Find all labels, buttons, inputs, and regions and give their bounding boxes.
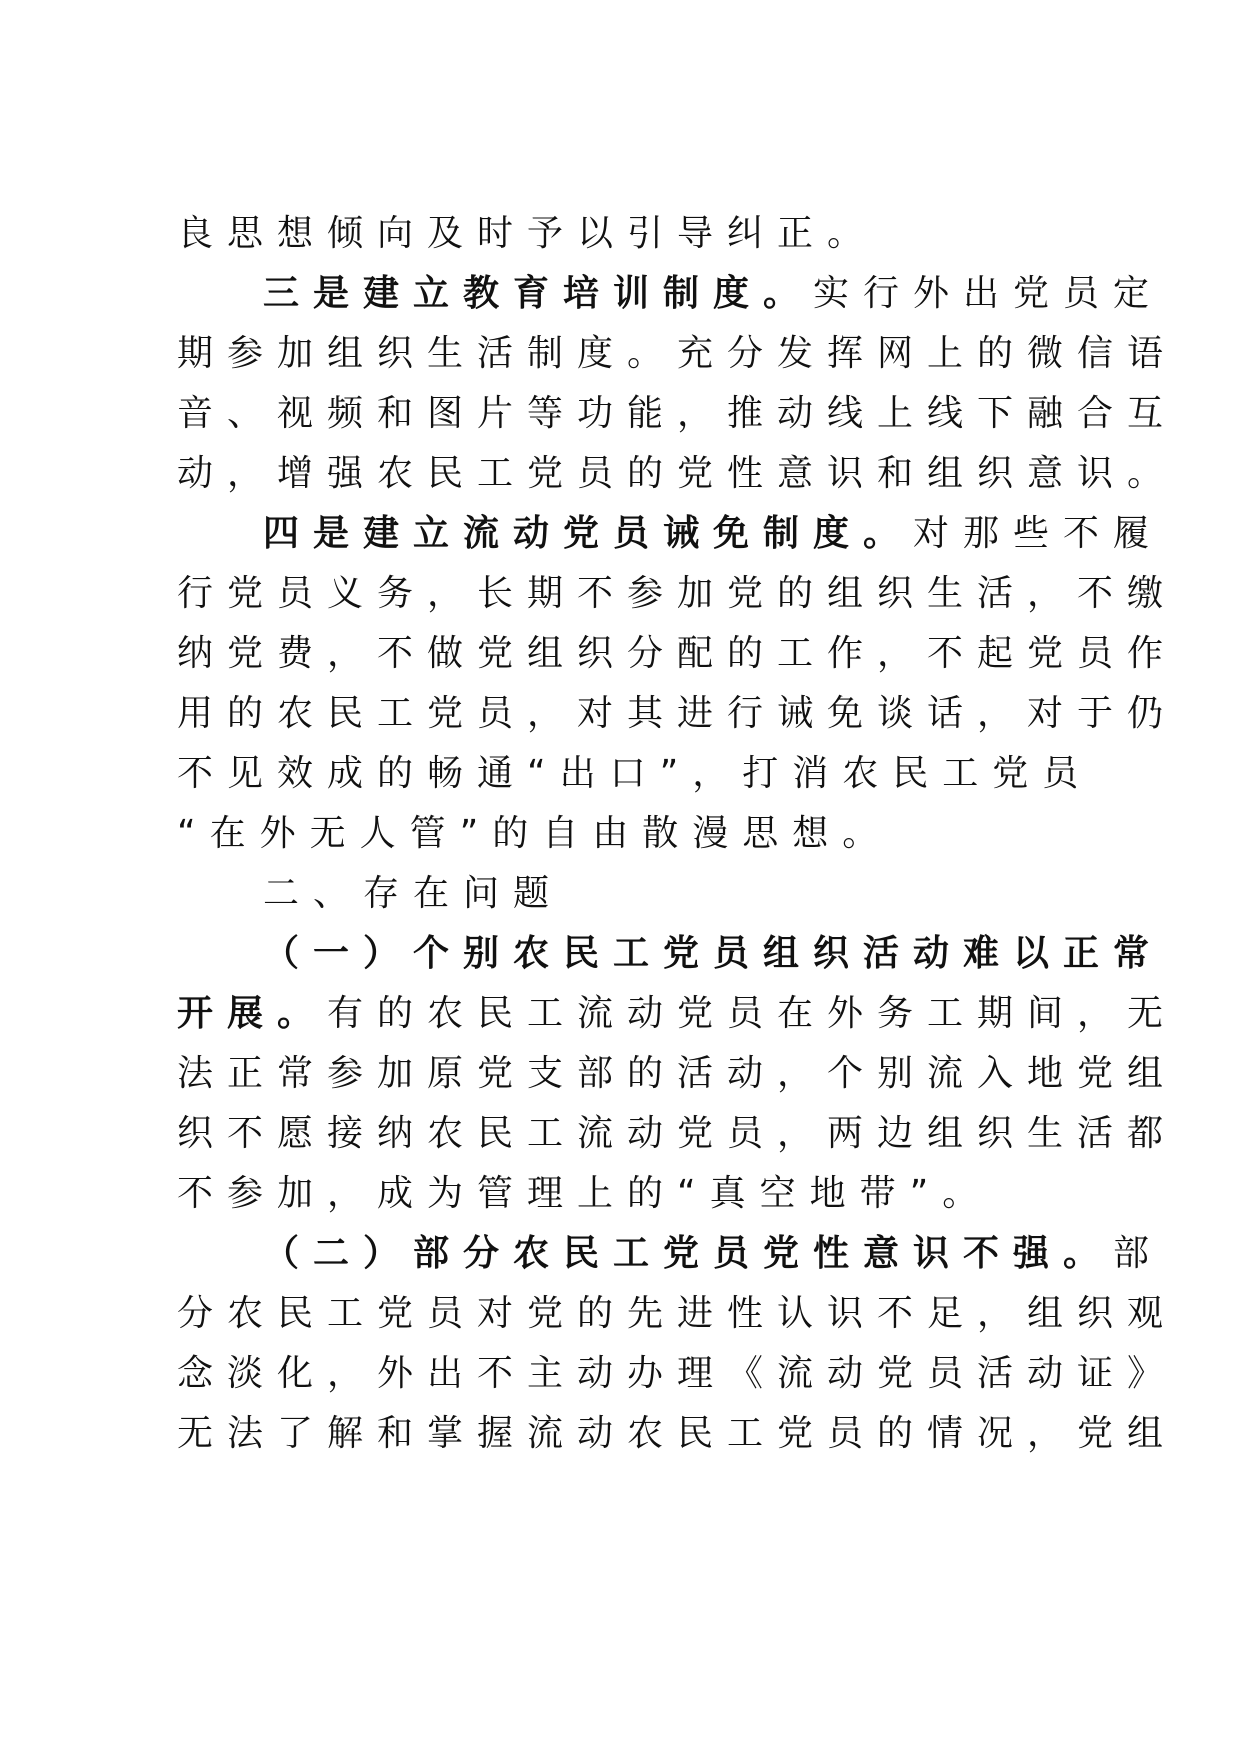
body-text: 不见效成的畅通“出口”，打消农民工党员 — [177, 753, 1093, 794]
paragraph-heading: 三是建立教育培训制度。 — [263, 273, 814, 314]
paragraph-heading: 开展。 — [177, 993, 328, 1034]
body-text: 无法了解和掌握流动农民工党员的情况，党组 — [177, 1413, 1178, 1454]
body-text: 良思想倾向及时予以引导纠正。 — [177, 213, 878, 254]
body-line — [177, 1104, 1178, 1164]
body-text: 用的农民工党员，对其进行诫免谈话，对于仍 — [177, 693, 1178, 734]
body-line — [177, 324, 1178, 384]
body-text: 法正常参加原党支部的活动，个别流入地党组 — [177, 1053, 1178, 1094]
body-line — [177, 1284, 1178, 1344]
body-line — [177, 684, 1178, 744]
body-text: 分农民工党员对党的先进性认识不足，组织观 — [177, 1293, 1178, 1334]
body-text: 行党员义务，长期不参加党的组织生活，不缴 — [177, 573, 1178, 614]
paragraph-heading: （二）部分农民工党员党性意识不强。 — [263, 1233, 1114, 1274]
paragraph-heading: 四是建立流动党员诫免制度。 — [263, 513, 914, 554]
body-line — [177, 624, 1178, 684]
body-line — [177, 804, 1067, 864]
body-text: 部 — [1113, 1233, 1164, 1274]
body-text: “在外无人管”的自由散漫思想。 — [177, 813, 893, 854]
body-line — [177, 444, 1178, 504]
body-line — [177, 384, 1178, 444]
section-title: 二、存在问题 — [263, 873, 564, 914]
body-line — [177, 204, 1067, 264]
body-line — [263, 924, 1164, 984]
body-text: 音、视频和图片等功能，推动线上线下融合互 — [177, 393, 1178, 434]
body-line — [263, 264, 1164, 324]
body-line — [177, 744, 1093, 804]
body-text: 期参加组织生活制度。充分发挥网上的微信语 — [177, 333, 1178, 374]
body-line — [177, 1344, 1178, 1404]
body-line — [177, 1044, 1178, 1104]
body-text: 纳党费，不做党组织分配的工作，不起党员作 — [177, 633, 1178, 674]
body-line — [263, 1224, 1164, 1284]
body-text: 不参加，成为管理上的“真空地带”。 — [177, 1173, 993, 1214]
body-text: 动，增强农民工党员的党性意识和组织意识。 — [177, 453, 1178, 494]
body-text: 织不愿接纳农民工流动党员，两边组织生活都 — [177, 1113, 1178, 1154]
section-heading — [263, 864, 1067, 924]
body-line — [177, 1404, 1178, 1464]
body-line — [263, 504, 1164, 564]
body-line — [177, 1164, 1067, 1224]
body-text: 念淡化，外出不主动办理《流动党员活动证》 — [177, 1353, 1178, 1394]
body-text: 对那些不履 — [913, 513, 1164, 554]
body-line — [177, 564, 1178, 624]
body-line — [177, 984, 1178, 1044]
paragraph-heading: （一）个别农民工党员组织活动难以正常 — [263, 933, 1164, 974]
body-text: 实行外出党员定 — [813, 273, 1164, 314]
body-text: 有的农民工流动党员在外务工期间，无 — [327, 993, 1178, 1034]
